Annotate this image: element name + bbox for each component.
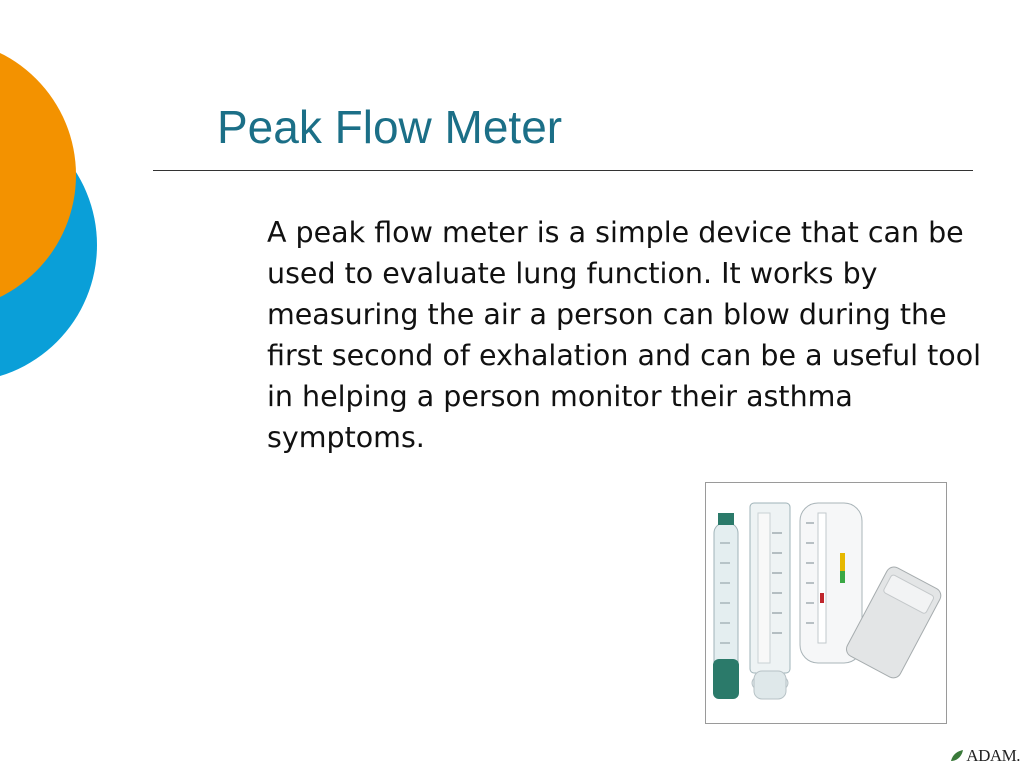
- logo-text: ADAM.: [966, 746, 1020, 765]
- slide-body-text: A peak flow meter is a simple device that can be used to evaluate lung function. It works by measuring the air a person can blow during the first second of exhalation and can be a useful tool in helping a person monitor their asthma symptoms.: [267, 216, 982, 454]
- adam-logo: [950, 746, 1020, 766]
- title-divider: [153, 170, 973, 171]
- decorative-circles: [0, 0, 110, 400]
- peak-flow-meter-image: [705, 482, 947, 724]
- slide-title: Peak Flow Meter: [217, 101, 563, 153]
- peak-flow-meters-illustration: [706, 483, 946, 723]
- leaf-icon: [950, 749, 964, 763]
